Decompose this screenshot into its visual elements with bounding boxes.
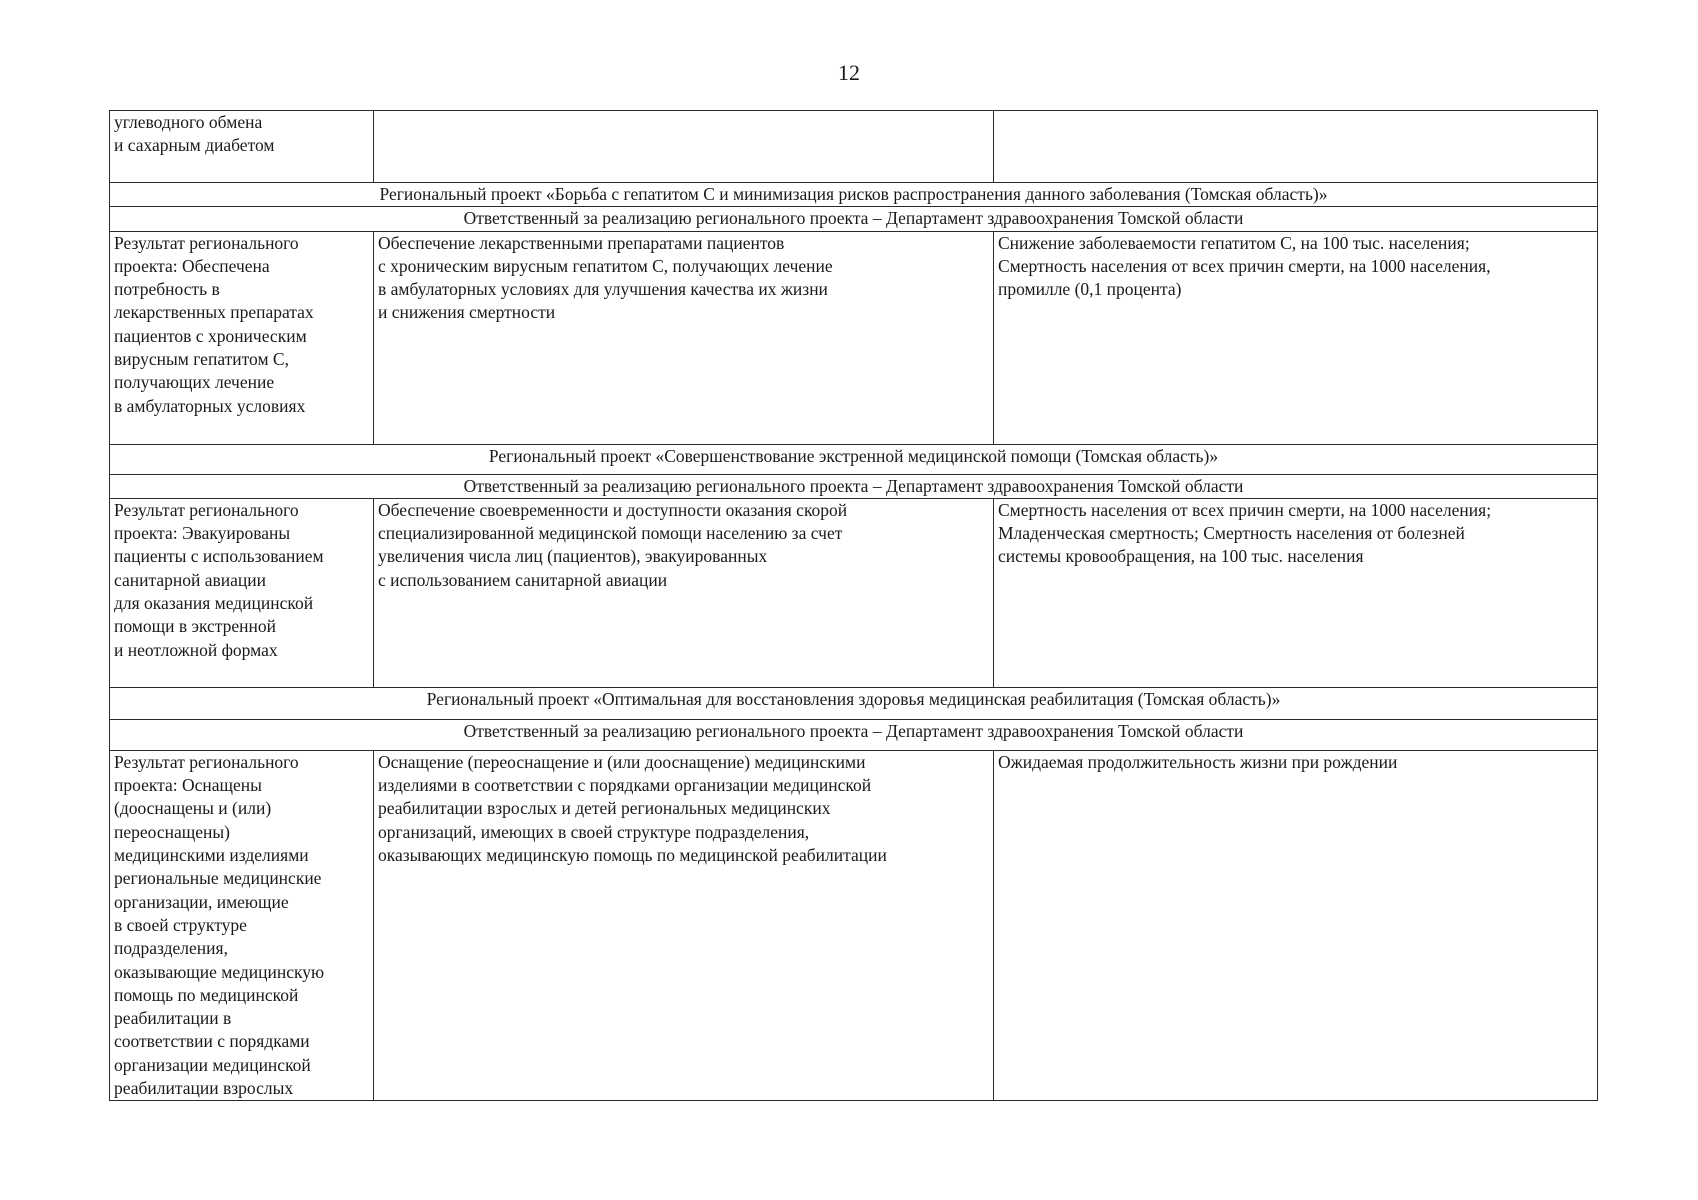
- indicator-cell: [994, 111, 1598, 183]
- indicator-cell: Смертность населения от всех причин смерти, на 1000 населения; Младенческая смертность; Смертность населения от болезней системы кровообращения, на 100 тыс. населения: [994, 498, 1598, 687]
- table-row: [110, 111, 1598, 183]
- project-title-row: [110, 444, 1598, 474]
- activity-cell: [374, 111, 994, 183]
- projects-table: [109, 110, 1598, 1101]
- project-title: Региональный проект «Борьба с гепатитом C и минимизация рисков распространения данного заболевания (Томская область)»: [110, 183, 1598, 207]
- responsible-row: [110, 207, 1598, 231]
- responsible-row: [110, 719, 1598, 750]
- activity-cell: Обеспечение лекарственными препаратами пациентов с хроническим вирусным гепатитом С, получающих лечение в амбулаторных условиях для улучшения качества их жизни и снижения смертности: [374, 231, 994, 444]
- page-number: 12: [838, 60, 860, 85]
- responsible-text: Ответственный за реализацию регионального проекта – Департамент здравоохранения Томской области: [110, 474, 1598, 498]
- table-row: [110, 231, 1598, 444]
- responsible-row: [110, 474, 1598, 498]
- table-row: [110, 750, 1598, 1100]
- project-title: Региональный проект «Оптимальная для восстановления здоровья медицинская реабилитация (Томская область)»: [110, 687, 1598, 719]
- activity-cell: Оснащение (переоснащение и (или дооснащение) медицинскими изделиями в соответствии с порядками организации медицинской реабилитации взрослых и детей региональных медицинских организаций, имеющих в своей структуре подразделения, оказывающих медицинскую помощь по медицинской реабилитации: [374, 750, 994, 1100]
- project-title: Региональный проект «Совершенствование экстренной медицинской помощи (Томская область)»: [110, 444, 1598, 474]
- indicator-cell: Ожидаемая продолжительность жизни при рождении: [994, 750, 1598, 1100]
- project-title-row: [110, 687, 1598, 719]
- responsible-text: Ответственный за реализацию регионального проекта – Департамент здравоохранения Томской области: [110, 207, 1598, 231]
- responsible-text: Ответственный за реализацию регионального проекта – Департамент здравоохранения Томской области: [110, 719, 1598, 750]
- indicator-cell: Снижение заболеваемости гепатитом С, на 100 тыс. населения; Смертность населения от всех причин смерти, на 1000 населения, промилле (0,1 процента): [994, 231, 1598, 444]
- result-cell: Результат регионального проекта: Эвакуированы пациенты с использованием санитарной авиации для оказания медицинской помощи в экстренной и неотложной формах: [110, 498, 374, 687]
- activity-cell: Обеспечение своевременности и доступности оказания скорой специализированной медицинской помощи населению за счет увеличения числа лиц (пациентов), эвакуированных с использованием санитарной авиации: [374, 498, 994, 687]
- table-row: [110, 498, 1598, 687]
- result-cell: Результат регионального проекта: Оснащены (дооснащены и (или) переоснащены) медицинскими изделиями региональные медицинские организации, имеющие в своей структуре подразделения, оказывающие медицинскую помощь по медицинской реабилитации в соответствии с порядками организации медицинской реабилитации взрослых: [110, 750, 374, 1100]
- result-cell: Результат регионального проекта: Обеспечена потребность в лекарственных препаратах пациентов с хроническим вирусным гепатитом С, получающих лечение в амбулаторных условиях: [110, 231, 374, 444]
- result-cell: углеводного обмена и сахарным диабетом: [110, 111, 374, 183]
- project-title-row: [110, 183, 1598, 207]
